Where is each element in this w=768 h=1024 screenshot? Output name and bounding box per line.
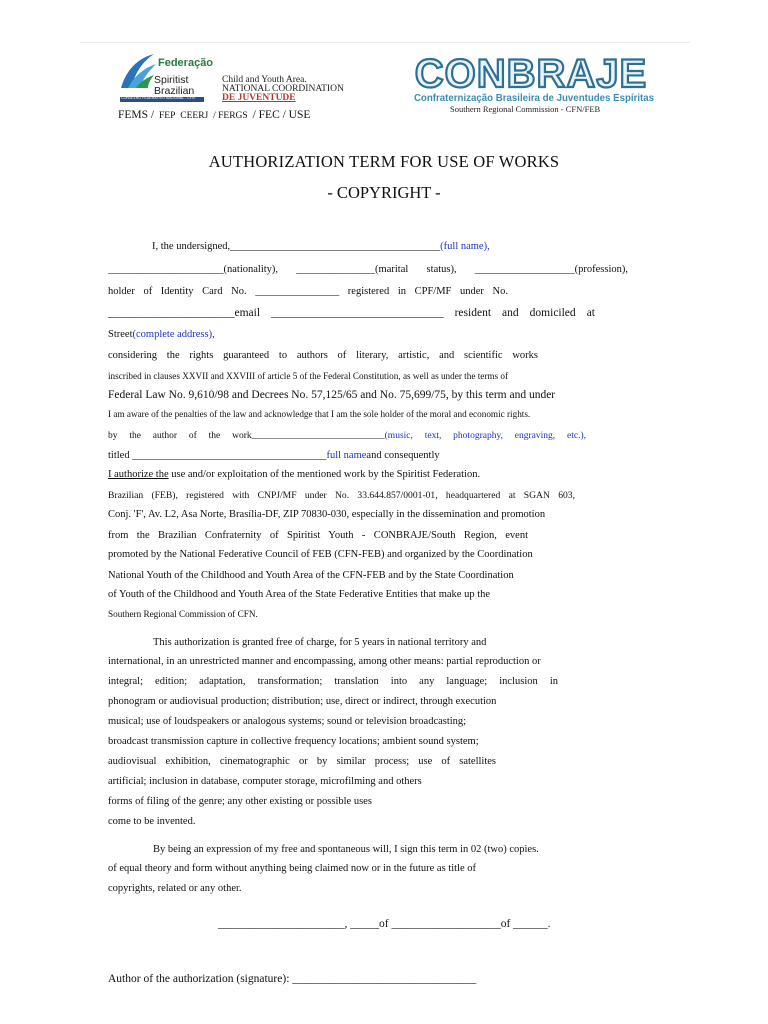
federation-item: / FERGS <box>213 111 248 121</box>
line-equal-theory: of equal theory and form without anything being claimed now or in the future as title of <box>108 863 476 874</box>
federation-subtitle-1: Spiritist <box>154 74 189 86</box>
line-author-work <box>108 431 586 441</box>
work-type-hint: (music, text, photography, engraving, etc.), <box>384 431 586 441</box>
title-hint: full name <box>326 450 367 461</box>
line-feb-registration: Brazilian (FEB), registered with CNPJ/MF under No. 33.644.857/0001-01, headquartered at SGAN 603, <box>108 490 575 501</box>
line-national-youth: National Youth of the Childhood and Youth Area of the CFN-FEB and by the State Coordination <box>108 570 514 581</box>
date-line[interactable]: ______________________, _____of ___________________of ______. <box>218 918 551 930</box>
authorize-text: use and/or exploitation of the mentioned work by the Spiritist Federation. <box>168 469 481 480</box>
line-phonogram: phonogram or audiovisual production; distribution; use, direct or indirect, through execution <box>108 696 497 707</box>
address-hint: (complete address), <box>132 329 215 340</box>
document-title: AUTHORIZATION TERM FOR USE OF WORKS <box>208 152 560 171</box>
consequently-text: and consequently <box>366 450 440 461</box>
line-titled <box>108 450 440 461</box>
line-undersigned <box>152 241 490 252</box>
area-line-3: DE JUVENTUDE <box>222 93 296 103</box>
line-musical: musical; use of loudspeakers or analogous systems; sound or television broadcasting; <box>108 716 467 727</box>
line-address-feb: Conj. 'F', Av. L2, Asa Norte, Brasília-DF, ZIP 70830-030, especially in the dissemination and promotion <box>108 509 546 520</box>
line-promoted: promoted by the National Federative Council of FEB (CFN-FEB) and organized by the Coordination <box>108 549 533 560</box>
federations-list <box>118 109 312 121</box>
line-personal-info: ______________________(nationality), _______________(marital status), ___________________(profession), <box>108 264 628 275</box>
line-copyrights: copyrights, related or any other. <box>108 883 242 894</box>
document-subtitle: - COPYRIGHT - <box>327 183 441 202</box>
federation-subtitle-2: Brazilian <box>154 85 195 97</box>
line-filing: forms of filing of the genre; any other existing or possible uses <box>108 796 372 807</box>
authorize-phrase: I authorize the <box>108 469 169 480</box>
line-audiovisual: audiovisual exhibition, cinematographic or by similar process; use of satellites <box>108 756 496 767</box>
federation-item: CEERJ <box>180 111 209 121</box>
street-label: Street <box>108 329 133 340</box>
line-free-will: By being an expression of my free and spontaneous will, I sign this term in 02 (two) copies. <box>153 844 539 855</box>
line-authorize <box>108 469 480 480</box>
conbraje-wordmark: CONBRAJE <box>414 53 648 96</box>
area-line-1: Child and Youth Area. <box>222 75 307 85</box>
signature-line[interactable]: Author of the authorization (signature): ________________________________ <box>108 973 477 985</box>
author-work-text: by the author of the work____________________________ <box>108 431 385 441</box>
header-rule <box>80 42 690 43</box>
line-penalties: I am aware of the penalties of the law and acknowledge that I am the sole holder of the moral and economic rights. <box>108 409 531 419</box>
line-invented: come to be invented. <box>108 816 196 827</box>
line-regional-commission: Southern Regional Commission of CFN. <box>108 609 258 619</box>
federation-item: FEP <box>159 111 176 121</box>
line-state-youth: of Youth of the Childhood and Youth Area of the State Federative Entities that make up the <box>108 589 491 600</box>
federation-title: Federação <box>158 57 214 69</box>
line-clauses: inscribed in clauses XXVII and XXVIII of article 5 of the Federal Constitution, as well as under the terms of <box>108 371 509 381</box>
line-email: ______________________email ______________________________ resident and domiciled at <box>108 307 595 319</box>
full-name-hint: (full name), <box>440 241 490 252</box>
line-free-of-charge: This authorization is granted free of charge, for 5 years in national territory and <box>153 637 487 648</box>
line-international: international, in an unrestricted manner and encompassing, among other means: partial reproduction or <box>108 656 541 667</box>
federation-item: FEMS / <box>118 109 155 121</box>
conbraje-subtitle: Confraternização Brasileira de Juventudes Espíritas <box>413 93 655 104</box>
federation-item: / FEC / USE <box>252 109 311 121</box>
undersigned-text: I, the undersigned,________________________________________ <box>152 241 441 252</box>
line-federal-law: Federal Law No. 9,610/98 and Decrees No. 57,125/65 and No. 75,699/75, by this term and under <box>108 389 556 401</box>
line-confraternity: from the Brazilian Confraternity of Spiritist Youth - CONBRAJE/South Region, event <box>108 530 528 541</box>
line-considering: considering the rights guaranteed to authors of literary, artistic, and scientific works <box>108 350 538 361</box>
line-integral: integral; edition; adaptation, transformation; translation into any language; inclusion in <box>108 676 558 687</box>
line-street <box>108 329 215 340</box>
conbraje-region: Southern Regional Commission - CFN/FEB <box>450 104 601 114</box>
federation-band-text: CONSELHO FEDERATIVO NACIONAL - CFN <box>121 96 195 100</box>
line-artificial: artificial; inclusion in database, computer storage, microfilming and others <box>108 776 422 787</box>
youth-area-block <box>222 76 344 103</box>
line-broadcast: broadcast transmission capture in collective frequency locations; ambient sound system; <box>108 736 479 747</box>
titled-text: titled _____________________________________ <box>108 450 327 461</box>
area-line-2: NATIONAL COORDINATION <box>222 84 344 94</box>
line-identity: holder of Identity Card No. ________________ registered in CPF/MF under No. <box>108 286 508 297</box>
